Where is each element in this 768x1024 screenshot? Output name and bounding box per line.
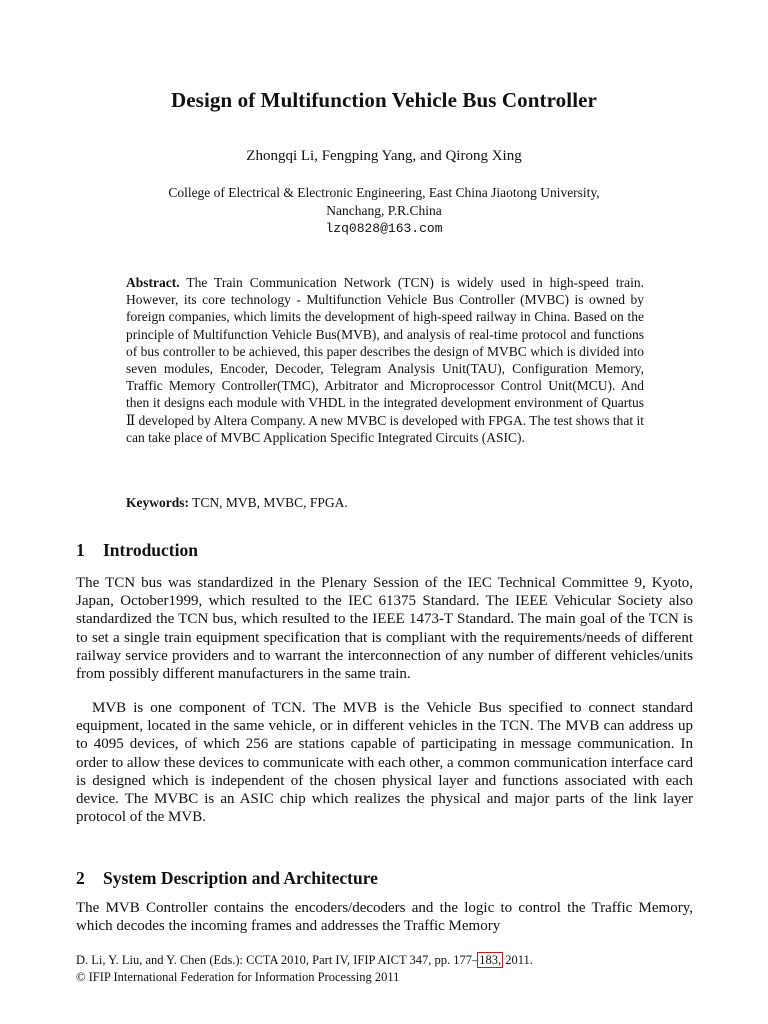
abstract [126,274,644,446]
copyright-line: © IFIP International Federation for Information Processing 2011 [76,970,400,984]
author-email: lzq0828@163.com [325,221,443,236]
section-title: System Description and Architecture [103,868,378,888]
paper-title: Design of Multifunction Vehicle Bus Controller [171,88,597,112]
keywords-label: Keywords: [126,495,189,510]
keywords-text: TCN, MVB, MVBC, FPGA. [192,495,348,510]
abstract-label: Abstract. [126,275,180,290]
affiliation-line-1: College of Electrical & Electronic Engineering, East China Jiaotong University, [168,185,600,200]
citation-year: 2011. [502,953,533,967]
affiliation [0,184,768,238]
abstract-text: The Train Communication Network (TCN) is widely used in high-speed train. However, its core technology - Multifunction Vehicle Bus Controller (MVBC) is owned by foreign companies, which limits the development of high-speed railway in China. Based on the principle of Multifunction Vehicle Bus(MVB), and analysis of real-time protocol and functions of bus controller to be achieved, this paper describes the design of MVBC which is divided into seven modules, Encoder, Decoder, Telegram Analysis Unit(TAU), Configuration Memory, Traffic Memory Controller(TMC), Arbitrator and Microprocessor Control Unit(MCU). And then it designs each module with VHDL in the integrated development environment of Quartus Ⅱ developed by Altera Company. A new MVBC is developed with FPGA. The test shows that it can take place of MVBC Application Specific Integrated Circuits (ASIC). [126,275,645,445]
footer-citation [76,952,676,986]
section-heading-system-description [76,868,378,889]
intro-paragraph-2: MVB is one component of TCN. The MVB is the Vehicle Bus specified to connect standard equipment, located in the same vehicle, or in different vehicles in the TCN. The MVB can address up to 4095 devices, of which 256 are stations capable of participating in message communication. In order to allow these devices to communicate with each other, a common communication interface card is designed which is independent of the chosen physical layer and functions associated with each device. The MVBC is an ASIC chip which realizes the physical and major parts of the link layer protocol of the MVB. [76,700,693,826]
section-number: 2 [76,868,85,888]
system-paragraph-1: The MVB Controller contains the encoders/decoders and the logic to control the Traffic Memory, which decodes the incoming frames and addresses the Traffic Memory [76,900,693,935]
author-list: Zhongqi Li, Fengping Yang, and Qirong Xing [246,148,522,164]
section-heading-introduction [76,540,198,561]
affiliation-line-2: Nanchang, P.R.China [326,203,442,218]
keywords [126,495,644,511]
section-title: Introduction [103,540,198,560]
citation-text: D. Li, Y. Liu, and Y. Chen (Eds.): CCTA 2010, Part IV, IFIP AICT 347, pp. 177– [76,953,479,967]
section-number: 1 [76,540,85,560]
intro-paragraph-1: The TCN bus was standardized in the Plenary Session of the IEC Technical Committee 9, Kyoto, Japan, October1999, which resulted to the IEC 61375 Standard. The IEEE Vehicular Society also standardized the TCN bus, which resulted to the IEEE 1473-T Standard. The main goal of the TCN is to set a single train equipment specification that is compliant with the requirements/needs of different railway service providers and to warrant the interconnection of any number of different vehicles/units from possibly different manufacturers in the same train. [76,575,693,683]
page-end-link[interactable]: 183, [479,953,502,967]
